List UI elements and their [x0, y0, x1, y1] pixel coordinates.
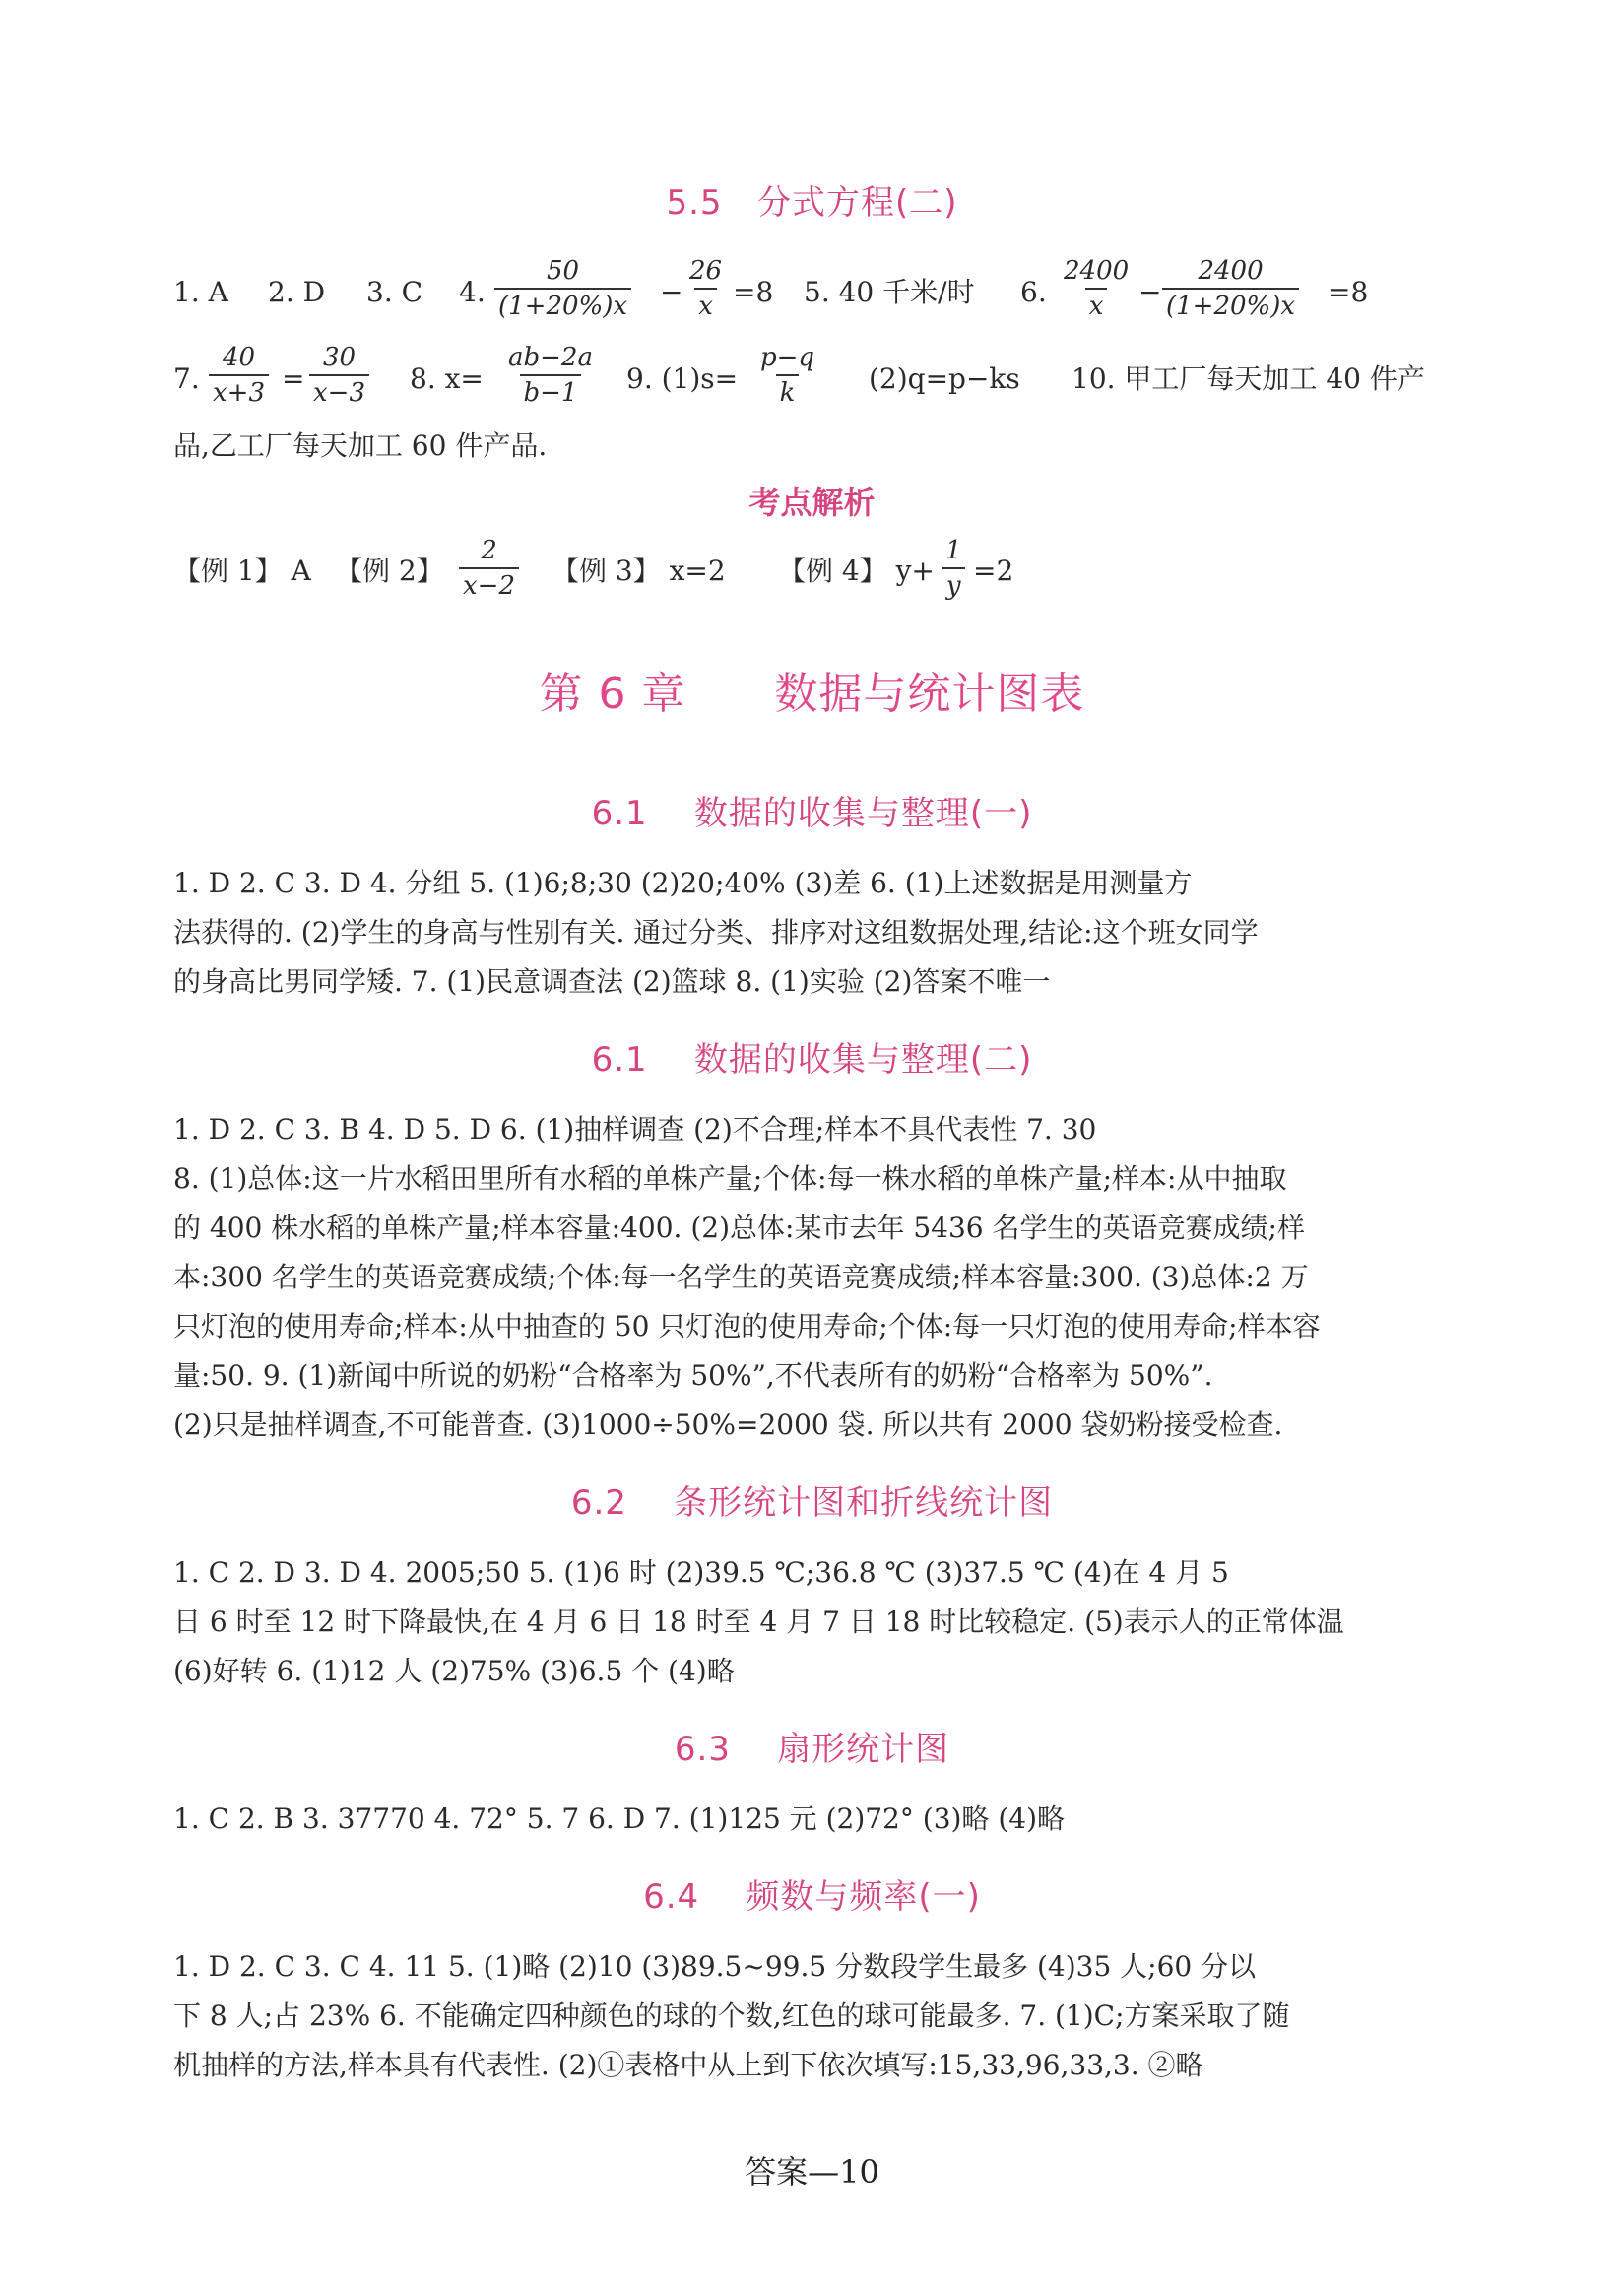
answer-line: 的 400 株水稻的单株产量;样本容量:400. (2)总体:某市去年 5436 名学生的英语竞赛成绩;样 — [173, 1212, 1305, 1244]
fraction-8: $\frac{ab-2a}{b-1}$ — [508, 343, 593, 408]
fraction-ex-2: $\frac{2}{x-2}$ — [459, 534, 519, 603]
fraction-4a: $\frac{50}{(1+20\%)x}$ — [494, 254, 631, 323]
answer-line: 法获得的. (2)学生的身高与性别有关. 通过分类、排序对这组数据处理,结论:这个班女同学 — [173, 916, 1259, 949]
answer-line: 机抽样的方法,样本具有代表性. (2)①表格中从上到下依次填写:15,33,96,33,3. ②略 — [173, 2049, 1203, 2081]
answer-line-5-5-3: 品,乙工厂每天加工 60 件产品. — [173, 429, 548, 462]
answer-line: (2)只是抽样调查,不可能普查. (3)1000÷50%=2000 袋. 所以共有 2000 袋奶粉接受检查. — [173, 1409, 1283, 1441]
subheading-kaodian: 考点解析 — [748, 484, 876, 521]
minus-sign: − — [1138, 276, 1162, 308]
answer-7-label: 7. — [173, 362, 200, 395]
section-title-6-1-a: 6.1 数据的收集与整理(一) — [591, 794, 1033, 833]
answer-4-label: 4. — [459, 276, 486, 308]
fraction-9: $\frac{p-q}{k}$ — [760, 343, 815, 408]
answer-line: 本:300 名学生的英语竞赛成绩;个体:每一名学生的英语竞赛成绩;样本容量:300. (3)总体:2 万 — [173, 1261, 1309, 1293]
answer-9-part-2: (2)q=p−ks — [869, 362, 1020, 395]
answer-row-5-5-2 — [173, 335, 1473, 424]
answer-row-5-5-1 — [173, 248, 1473, 337]
answer-line: 的身高比男同学矮. 7. (1)民意调查法 (2)篮球 8. (1)实验 (2)答案不唯一 — [173, 965, 1051, 998]
answer-line: 下 8 人;占 23% 6. 不能确定四种颜色的球的个数,红色的球可能最多. 7. (1)C;方案采取了随 — [173, 2000, 1290, 2032]
equals-8: =8 — [1328, 276, 1369, 308]
answer-line: 日 6 时至 12 时下降最快,在 4 月 6 日 18 时至 4 月 7 日 18 时比较稳定. (5)表示人的正常体温 — [173, 1606, 1344, 1638]
equals-8: =8 — [733, 276, 774, 308]
section-title-6-4: 6.4 频数与频率(一) — [643, 1877, 981, 1917]
equals-sign: = — [282, 362, 305, 395]
answer-8-label: 8. x= — [410, 362, 484, 395]
answer-5: 5. 40 千米/时 — [804, 276, 975, 308]
answer-line: 1. D 2. C 3. C 4. 11 5. (1)略 (2)10 (3)89.5~99.5 分数段学生最多 (4)35 人;60 分以 — [173, 1950, 1257, 1983]
answer-line: 1. C 2. B 3. 37770 4. 72° 5. 7 6. D 7. (1)125 元 (2)72° (3)略 (4)略 — [173, 1803, 1065, 1835]
fraction-7b: $\frac{30}{x-3}$ — [309, 341, 369, 410]
answer-line: 8. (1)总体:这一片水稻田里所有水稻的单株产量;个体:每一株水稻的单株产量;样本:从中抽取 — [173, 1162, 1287, 1195]
answer-line: (6)好转 6. (1)12 人 (2)75% (3)6.5 个 (4)略 — [173, 1655, 735, 1687]
answer-3: 3. C — [366, 276, 423, 308]
answer-9-label: 9. (1)s= — [626, 362, 739, 395]
fraction-7a: $\frac{40}{x+3}$ — [209, 341, 269, 410]
example-4-result: =2 — [973, 555, 1014, 587]
section-title-6-1-b: 6.1 数据的收集与整理(二) — [591, 1040, 1033, 1080]
chapter-title: 第 6 章 数据与统计图表 — [539, 669, 1085, 719]
fraction-4b: $\frac{26}{x}$ — [689, 256, 723, 321]
example-2-label: 【例 2】 — [335, 555, 444, 587]
answer-6-label: 6. — [1020, 276, 1047, 308]
fraction-6b: $\frac{2400}{(1+20\%)x}$ — [1162, 254, 1299, 323]
answer-2: 2. D — [268, 276, 326, 308]
section-title-5-5: 5.5 分式方程(二) — [666, 183, 958, 223]
section-title-6-3: 6.3 扇形统计图 — [674, 1730, 950, 1769]
example-4-label: 【例 4】 y+ — [778, 555, 935, 587]
example-row — [173, 532, 1473, 611]
example-1: 【例 1】 A — [173, 555, 311, 587]
answer-line: 1. D 2. C 3. D 4. 分组 5. (1)6;8;30 (2)20;40% (3)差 6. (1)上述数据是用测量方 — [173, 867, 1193, 899]
minus-sign: − — [660, 276, 683, 308]
fraction-6a: $\frac{2400}{x}$ — [1064, 256, 1130, 321]
answer-line: 1. C 2. D 3. D 4. 2005;50 5. (1)6 时 (2)39.5 ℃;36.8 ℃ (3)37.5 ℃ (4)在 4 月 5 — [173, 1556, 1229, 1589]
answer-1: 1. A — [173, 276, 228, 308]
answer-line: 1. D 2. C 3. B 4. D 5. D 6. (1)抽样调查 (2)不合理;样本不具代表性 7. 30 — [173, 1113, 1097, 1146]
answer-line: 只灯泡的使用寿命;样本:从中抽查的 50 只灯泡的使用寿命;个体:每一只灯泡的使用寿命;样本容 — [173, 1310, 1321, 1343]
section-title-6-2: 6.2 条形统计图和折线统计图 — [570, 1483, 1054, 1523]
answer-line: 量:50. 9. (1)新闻中所说的奶粉“合格率为 50%”,不代表所有的奶粉“合格率为 50%”. — [173, 1359, 1213, 1392]
page-number: 答案—10 — [745, 2153, 879, 2191]
fraction-ex-4: $\frac{1}{y}$ — [942, 534, 966, 603]
example-3: 【例 3】 x=2 — [552, 555, 726, 587]
answer-10: 10. 甲工厂每天加工 40 件产 — [1072, 362, 1425, 395]
